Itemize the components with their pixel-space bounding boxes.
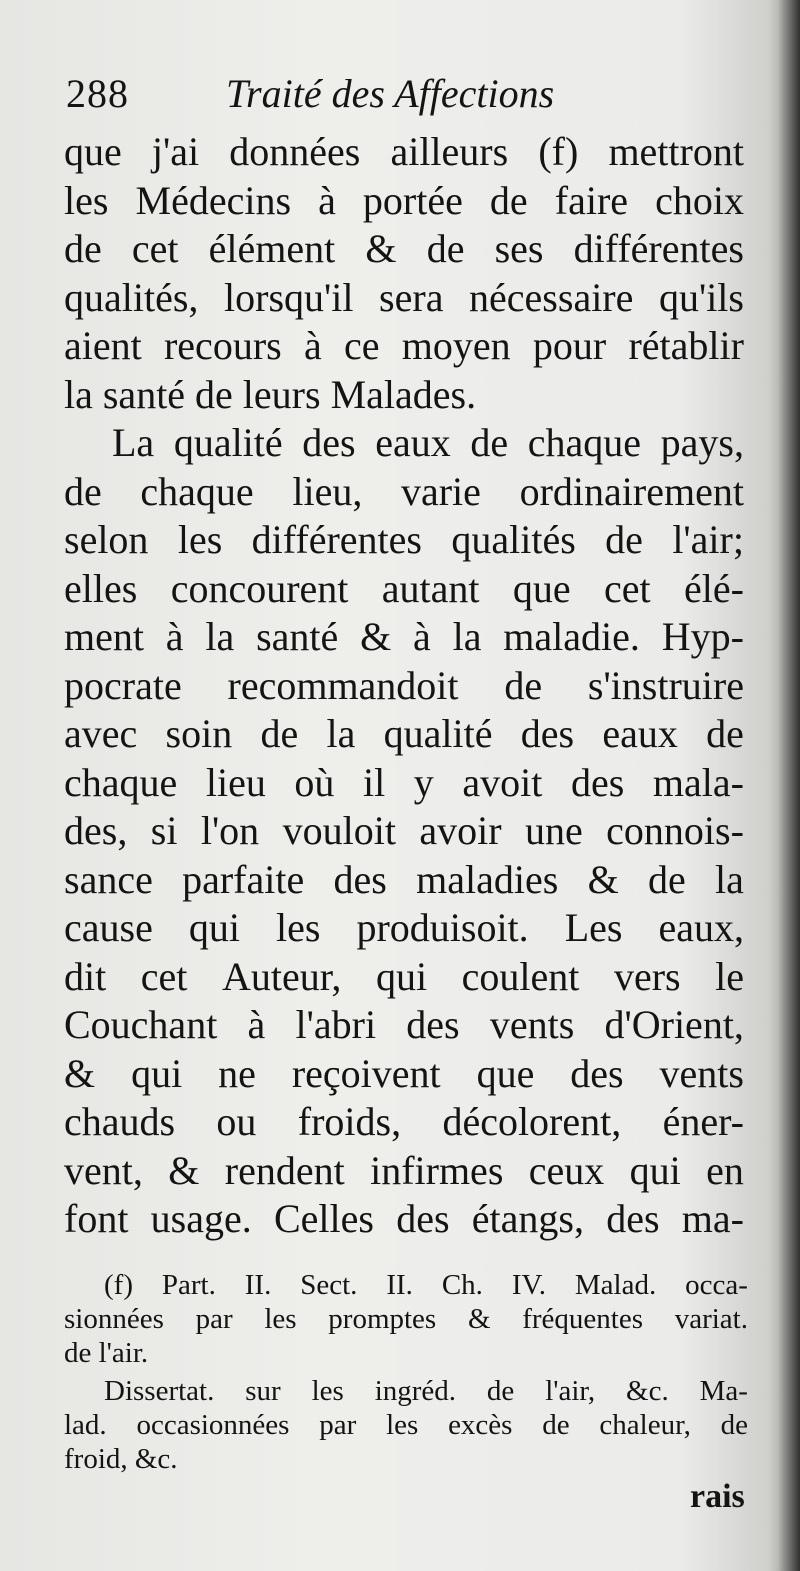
text-line: font usage. Celles des étangs, des ma- [64, 1196, 744, 1241]
text-line: aient recours à ce moyen pour rétablir [64, 323, 744, 368]
text-line: qualités, lorsqu'il sera nécessaire qu'ils [64, 274, 744, 320]
text-line: ment à la santé & à la maladie. Hyp- [64, 614, 744, 659]
footnote-line: Dissertat. sur les ingréd. de l'air, &c. Ma- [104, 1375, 748, 1407]
text-line: sance parfaite des maladies & de la [64, 856, 744, 902]
text-line: les Médecins à portée de faire choix [64, 177, 744, 223]
text-line: & qui ne reçoivent que des vents [64, 1050, 744, 1096]
text-line: cause qui les produisoit. Les eaux, [64, 905, 744, 950]
page-edge-shadow [778, 0, 800, 1571]
text-line: selon les différentes qualités de l'air; [64, 517, 744, 562]
text-line: elles concourent autant que cet élé- [64, 565, 744, 611]
text-line: que j'ai données ailleurs (f) mettront [64, 129, 744, 174]
text-line: chaque lieu où il y avoit des mala- [64, 759, 744, 805]
footnote-line: sionnées par les promptes & fréquentes variat. [64, 1303, 748, 1335]
text-line: de chaque lieu, varie ordinairement [64, 468, 744, 514]
text-line: pocrate recommandoit de s'instruire [64, 662, 744, 708]
page-number: 288 [66, 71, 129, 116]
body-text [64, 128, 744, 1244]
footnote [64, 1374, 748, 1476]
footnote [64, 1268, 748, 1370]
text-line: des, si l'on vouloit avoir une connois- [64, 808, 744, 853]
text-line: Couchant à l'abri des vents d'Orient, [64, 1002, 744, 1047]
text-line: la santé de leurs Malades. [64, 371, 477, 417]
text-line: avec soin de la qualité des eaux de [64, 711, 744, 756]
footnotes [64, 1268, 748, 1480]
footnote-line: lad. occasionnées par les excès de chaleur, de [64, 1409, 748, 1441]
text-line: dit cet Auteur, qui coulent vers le [64, 953, 744, 999]
page-header [66, 70, 746, 130]
running-title: Traité des Affections [226, 71, 555, 116]
footnote-line: froid, &c. [64, 1443, 178, 1475]
text-line: La qualité des eaux de chaque pays, [112, 420, 744, 465]
catchword: rais [690, 1478, 745, 1515]
text-line: de cet élément & de ses différentes [64, 226, 744, 271]
footnote-line: de l'air. [64, 1337, 149, 1369]
text-line: vent, & rendent infirmes ceux qui en [64, 1147, 744, 1193]
text-line: chauds ou froids, décolorent, éner- [64, 1099, 744, 1144]
footnote-line: (f) Part. II. Sect. II. Ch. IV. Malad. occa- [104, 1269, 748, 1301]
